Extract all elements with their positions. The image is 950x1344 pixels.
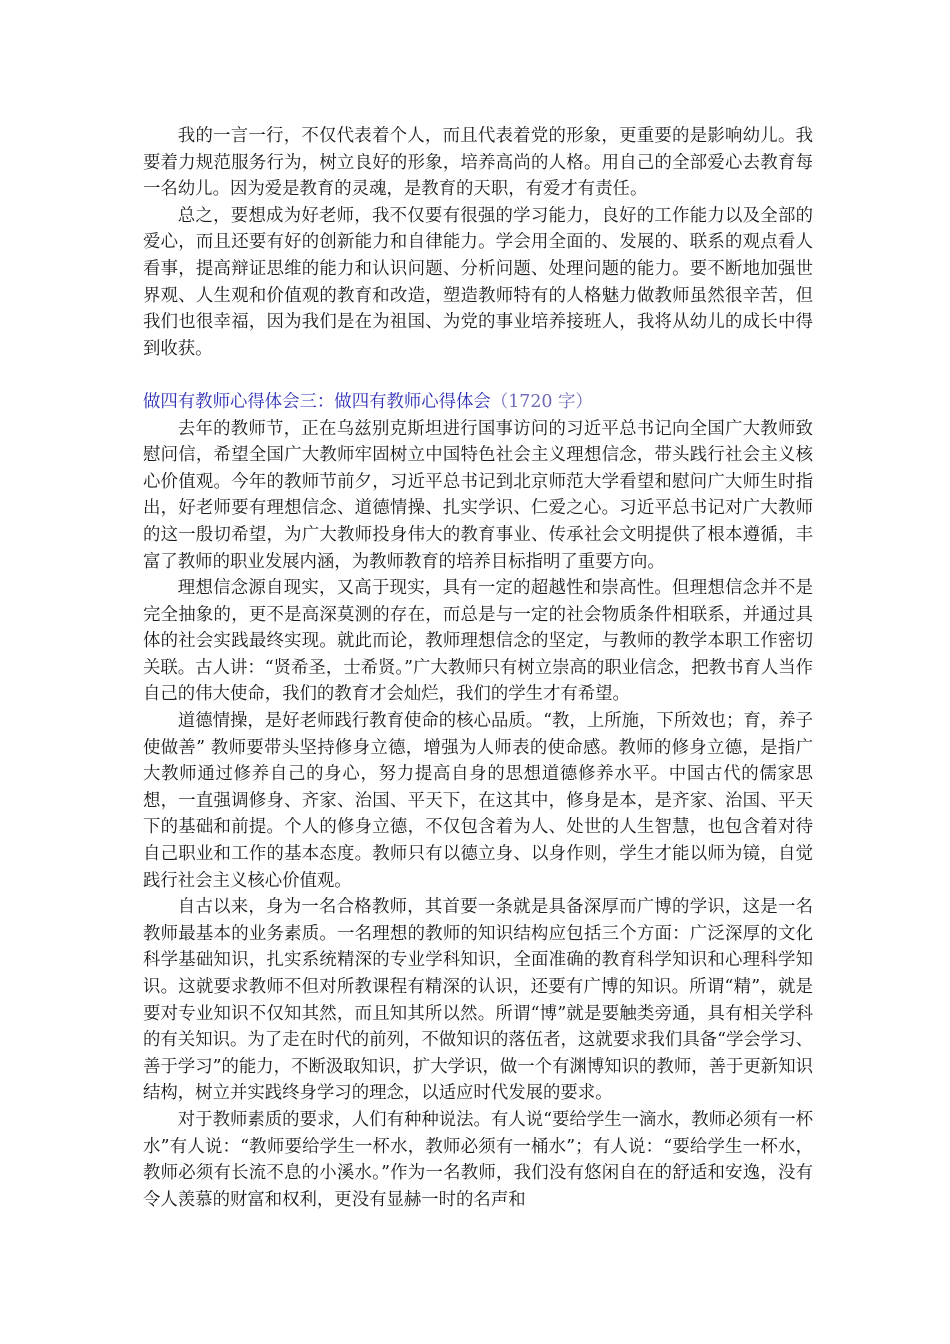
paragraph: 理想信念源自现实，又高于现实，具有一定的超越性和崇高性。但理想信念并不是完全抽象的，更不是高深莫测的存在，而总是与一定的社会物质条件相联系，并通过具体的社会实践最终实现。就此而论，教师理想信念的坚定，与教师的教学本职工作密切关联。古人讲：“贤希圣，士希贤。”广大教师只有树立崇高的职业信念，把教书育人当作自己的伟大使命，我们的教育才会灿烂，我们的学生才有希望。 — [143, 578, 813, 705]
section-title: 做四有教师心得体会三：做四有教师心得体会 — [143, 391, 491, 412]
paragraph: 去年的教师节，正在乌兹别克斯坦进行国事访问的习近平总书记向全国广大教师致慰问信，希望全国广大教师牢固树立中国特色社会主义理想信念，带头践行社会主义核心价值观。今年的教师节前夕，习近平总书记到北京师范大学看望和慰问广大师生时指出，好老师要有理想信念、道德情操、扎实学识、仁爱之心。习近平总书记对广大教师的这一殷切希望，为广大教师投身伟大的教育事业、传承社会文明提供了根本遵循，丰富了教师的职业发展内涵，为教师教育的培养目标指明了重要方向。 — [143, 418, 813, 572]
word-count: （1720 字） — [490, 391, 593, 412]
document-page — [143, 123, 813, 1213]
section-heading — [143, 389, 813, 416]
paragraph: 我的一言一行，不仅代表着个人，而且代表着党的形象，更重要的是影响幼儿。我要着力规范服务行为，树立良好的形象，培养高尚的人格。用自己的全部爱心去教育每一名幼儿。因为爱是教育的灵魂，是教育的天职，有爱才有责任。 — [143, 126, 813, 200]
paragraph: 自古以来，身为一名合格教师，其首要一条就是具备深厚而广博的学识，这是一名教师最基本的业务素质。一名理想的教师的知识结构应包括三个方面：广泛深厚的文化科学基础知识，扎实系统精深的专业学科知识，全面准确的教育科学知识和心理科学知识。这就要求教师不但对所教课程有精深的认识，还要有广博的知识。所谓“精”，就是要对专业知识不仅知其然，而且知其所以然。所谓“博”就是要触类旁通，具有相关学科的有关知识。为了走在时代的前列，不做知识的落伍者，这就要求我们具备“学会学习、善于学习”的能力，不断汲取知识，扩大学识，做一个有渊博知识的教师，善于更新知识结构，树立并实践终身学习的理念，以适应时代发展的要求。 — [143, 897, 813, 1104]
paragraph: 道德情操，是好老师践行教育使命的核心品质。“教，上所施，下所效也；育，养子使做善” 教师要带头坚持修身立德，增强为人师表的使命感。教师的修身立德，是指广大教师通过修养自己的身心，努力提高自身的思想道德修养水平。中国古代的儒家思想，一直强调修身、齐家、治国、平天下，在这其中，修身是本，是齐家、治国、平天下的基础和前提。个人的修身立德，不仅包含着为人、处世的人生智慧，也包含着对待自己职业和工作的基本态度。教师只有以德立身、以身作则，学生才能以师为镜，自觉践行社会主义核心价值观。 — [143, 711, 813, 891]
paragraph: 总之，要想成为好老师，我不仅要有很强的学习能力，良好的工作能力以及全部的爱心，而且还要有好的创新能力和自律能力。学会用全面的、发展的、联系的观点看人看事，提高辩证思维的能力和认识问题、分析问题、处理问题的能力。要不断地加强世界观、人生观和价值观的教育和改造，塑造教师特有的人格魅力做教师虽然很辛苦，但我们也很幸福，因为我们是在为祖国、为党的事业培养接班人，我将从幼儿的成长中得到收获。 — [143, 205, 813, 359]
blank-line — [143, 362, 813, 389]
paragraph: 对于教师素质的要求，人们有种种说法。有人说“要给学生一滴水，教师必须有一杯水”有人说：“教师要给学生一杯水，教师必须有一桶水”；有人说：“要给学生一杯水，教师必须有长流不息的小溪水。”作为一名教师，我们没有悠闲自在的舒适和安逸，没有令人羡慕的财富和权利，更没有显赫一时的名声和 — [143, 1109, 813, 1210]
